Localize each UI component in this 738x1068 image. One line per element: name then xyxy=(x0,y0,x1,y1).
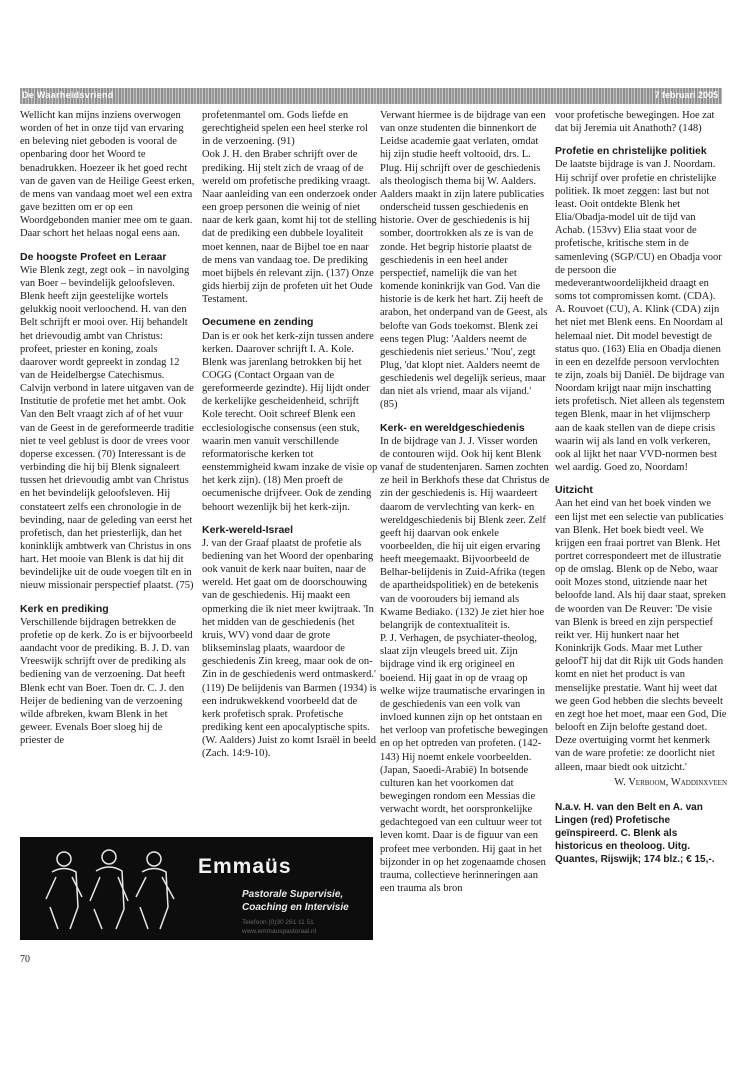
figures-illustration-icon xyxy=(34,847,184,932)
body-paragraph: Wie Blenk zegt, zegt ook – in navolging van Boer – bevindelijk geloofsleven. Blenk heeft zijn geestelijke wortels gelukkig nooit verloochend. H. van den Belt schrijft er mooi over. Hij behandelt het drievoudig ambt van Christus: profeet, priester en koning, zoals daarover wordt gepreekt in zondag 12 van de Heidelbergse Catechismus. Calvijn verbond in latere uitgaven van de Institutie de profetie met het ambt. Ook Van den Belt vraagt zich af of het vuur van de Geest in de gereformeerde traditie niet te veel geblust is door de vrees voor doperse excessen. (70) Interessant is de verbinding die hij bij Blenk signaleert tussen het drievoudig ambt van Christus en het bevindelijk geloofsleven. Hij constateert zelfs een chronologie in de bevinding, naar de geleding van eerst het profetisch, dan het priesterlijk, dan het koninklijk ambtwerk van Christus in ons hart. Het mooie van Blenk is dat hij dit bevindelijke uit de oude voegen tilt en in nieuw missionair perspectief plaatst. (75) xyxy=(20,264,194,592)
section-heading: Kerk-wereld-Israel xyxy=(202,523,294,536)
advert-title: Emmaüs xyxy=(198,855,292,878)
section-heading: Profetie en christelijke politiek xyxy=(555,145,707,158)
section-heading: Kerk en prediking xyxy=(20,602,109,615)
header-banner xyxy=(20,88,722,104)
body-paragraph: Aan het eind van het boek vinden we een lijst met een selectie van publicaties van Blenk. Het boek biedt veel. We krijgen een fraai portret van Blenk. Het portret correspondeert met de illustratie op de omslag. Blenk op de Nebo, waar ooit Mozes stond, uitziende naar het beloofde land. Als hij daar staat, spreken de woorden van De Reuver: 'De visie van Blenk is breed en zijn perspectief reikt ver. Hij hunkert naar het Koninkrijk Gods. Maar met Luther geloofT hij dat dit Rijk uit Gods handen komt en niet het product is van menselijke prestatie. Want hij weet dat we geen God hebben die slechts beveelt en zegt hoe het moet, maar een God, Die belooft en Zijn belofte gestand doet. Deze overtuiging vormt het kenmerk van de ware profetie: ze doorlicht niet alleen, maar biedt ook uitzicht.' xyxy=(555,498,727,773)
body-paragraph: De laatste bijdrage is van J. Noordam. Hij schrijf over profetie en christelijke politiek. Ik moet zeggen: last but not least. Ooit ontdekte Blenk het Elia/Obadja-model uit de tijd van Achab. (153vv) Elia staat voor de profetische, kritische stem in de samenleving (SGP/CU) en Obadja voor de persoon die medeverantwoordelijkheid draagt en soms tot compromissen komt. (CDA). A. Rouvoet (CU), A. Klink (CDA) zijn het niet met Blenk eens. En Noordam al helemaal niet. Dit model bevestigt de status quo. (163) Elia en Obadja dienen in een en dezelfde persoon vervlochten te zijn, zoals bij Daniël. De bijdrage van Noordam krijgt naar mijn inschatting iets profetisch. Niet alleen als tegenstem tegen Blenk, maar in het vlijmscherp aan de kaak stellen van de diepe crisis waarin wij als land en volk verkeren, ook al lijkt het naar VVD-normen best wel aardig. Goed zo, Noordam! xyxy=(555,159,725,474)
body-paragraph: Verschillende bijdragen betrekken de profetie op de kerk. Zo is er bijvoorbeeld aandacht voor de prediking. B. J. D. van Vreeswijk schrijft over de prediking als bediening van de verzoening. Dat heeft Blenk echt van Boer. Toen dr. C. J. den Heijer de bediening van de verzoening wilde afbreken, kwam Blenk in het geweer. Evenals Boer sloeg hij de priester de xyxy=(20,616,193,747)
body-paragraph: P. J. Verhagen, de psychiater-theolog, slaat zijn vleugels breed uit. Zijn bijdrage vind ik erg origineel en boeiend. Hij gaat in op de vraag op welke wijze traumatische ervaringen in de geschiedenis van een volk van invloed kunnen zijn op het ontstaan en het verloop van profetische bewegingen en op het optreden van profeten. (142-143) Hij noemt enkele voorbeelden. (Japan, Saoedi-Arabië) In botsende culturen kan het voorkomen dat bewegingen rondom een Messias die verwacht wordt, het oorspronkelijke gedachtegoed van een cultuur weer tot leven komt. Daar is de figuur van een profeet mee verbonden. Hij gaat in het bijzonder in op het zogenaamde chosen trauma, collectieve herinneringen aan een trauma als bron xyxy=(380,633,548,895)
advert-line-2: Coaching en Intervisie xyxy=(242,902,349,913)
section-heading: Uitzicht xyxy=(555,484,593,497)
body-paragraph: Ook J. H. den Braber schrijft over de prediking. Hij stelt zich de vraag of de wereld om profetische prediking vraagt. Naar aanleiding van een onderzoek onder een groep personen die weinig of niet naar de kerk gaan, komt hij tot de stelling dat de prediking een dubbele loyaliteit moet kennen, naar de Bijbel toe en naar de mens van vandaag toe. De prediking moet bijbels én relevant zijn. (137) Onze gids hierbij zijn de profeten uit het Oude Testament. xyxy=(202,149,377,306)
advert-phone: Telefoon (0)30 261 11 51 xyxy=(242,919,314,926)
column-3 xyxy=(380,109,550,895)
section-heading: Kerk- en wereldgeschiedenis xyxy=(380,421,525,434)
emmaus-advertisement xyxy=(20,837,373,940)
author-signature: W. Verboom, Waddinxveen xyxy=(614,776,727,788)
section-heading: De hoogste Profeet en Leraar xyxy=(20,250,167,263)
body-paragraph: Verwant hiermee is de bijdrage van een van onze studenten die binnenkort de Leidse academie gaat verlaten, omdat hij zijn studie heeft voltooid, drs. L. Plug. Hij schrijft over de geschiedenis als theologisch thema bij W. Aalders. Aalders maakt in zijn latere publicaties onderscheid tussen geschiedenis en historie. Over de geschiedenis is hij somber, doortrokken als ze is van de zonde. Het begrip historie plaatst de geschiedenis in een heel ander perspectief, namelijk die van het komende koninkrijk van God. Van die historie is de kerk het hart. Zij heeft de arabon, het onderpand van de Geest, als belofte van Gods toekomst. Blenk zei eens tegen Plug: 'Aalders neemt de geschiedenis niet serieus.' 'Nou', zegt Plug, 'dat klopt niet. Aalders neemt de geschiedenis wel degelijk serieus, maar dan niet als vriend, maar als vijand.' (85) xyxy=(380,110,548,411)
magazine-title: De Waarheidsvriend xyxy=(22,90,114,100)
column-4 xyxy=(555,109,727,866)
advert-line-1: Pastorale Supervisie, xyxy=(242,889,344,900)
issue-date: 7 februari 2005 xyxy=(654,90,718,100)
column-2 xyxy=(202,109,378,761)
body-paragraph: J. van der Graaf plaatst de profetie als bediening van het Woord der openbaring ook vanuit de kerk naar buiten, naar de wereld. Het gaat om de doorschouwing van de geschiedenis. Hij maakt een opmerking die ik niet meer kwijtraak. 'In het midden van de geschiedenis (het kruis, WV) vond daar de grote blikseminslag plaats, waardoor de geschiedenis Zin kreeg, maar ook de on-Zin in de geschiedenis werd ontmaskerd.' (119) De belijdenis van Barmen (1934) is een indrukwekkend voorbeeld dat de kerk profetisch sprak. Profetische prediking kent een apocalyptische spits. (W. Aalders) Juist zo komt Israël in beeld (Zach. 14:9-10). xyxy=(202,537,377,760)
column-1 xyxy=(20,109,195,747)
section-heading: Oecumene en zending xyxy=(202,316,314,329)
page-number: 70 xyxy=(20,954,30,965)
body-paragraph: profetenmantel om. Gods liefde en gerechtigheid spelen een heel sterke rol in de verzoening. (91) xyxy=(202,110,368,148)
body-paragraph: Wellicht kan mijns inziens overwogen worden of het in onze tijd van ervaring en beleving niet geboden is vooral de openbaring door het Woord te benadrukken. Hoezeer ik het goed recht van de gaven van de Heilige Geest erken, de mens van vandaag moet wel een extra gave bezitten om er op een Woordgebonden manier mee om te gaan. Daar schort het helaas nogal eens aan. xyxy=(20,110,195,240)
book-reference: N.a.v. H. van den Belt en A. van Lingen (red) Profetische geïnspireerd. C. Blenk als historicus en theoloog. Uitg. Quantes, Rijswijk; 174 blz.; € 15,-. xyxy=(555,801,715,865)
body-paragraph: voor profetische bewegingen. Hoe zat dat bij Jeremia uit Anathoth? (148) xyxy=(555,110,715,135)
advert-website[interactable]: www.emmauspastoraal.nl xyxy=(242,928,317,935)
body-paragraph: Dan is er ook het kerk-zijn tussen andere kerken. Daarover schrijft I. A. Kole. Blenk was jarenlang betrokken bij het COGG (Contact Orgaan van de gereformeerde gezindte). Hij lijdt onder de kerkelijke gescheidenheid, schrijft Kole terecht. Ooit schreef Blenk een ecclesiologische consensus (een stuk, waarin men vanuit verschillende reformatorische kerken tot eenstemmigheid kwam inzake de visie op het kerk zijn). (18) Men proeft de oecumenische drijfveer. Ook de zending behoort wezenlijk bij het kerk-zijn. xyxy=(202,330,378,513)
body-paragraph: In de bijdrage van J. J. Visser worden de contouren wijd. Ook hij kent Blenk vanaf de studentenjaren. Samen zochten ze heil in Berkhofs these dat Christus de zin der geschiedenis is. Hij waardeert daarom de vervlechting van kerk- en wereldgeschiedenis bij Blenk zeer. Zelf geeft hij daarvan ook enkele voorbeelden, die hij uit eigen ervaring heeft meegemaakt. Bijvoorbeeld de Belhar-belijdenis in Zuid-Afrika (tegen de apartheidspolitiek) en de betekenis van de voorouders bij iemand als Kwame Bediako. (132) Je ziet hier hoe belangrijk de contextualiteit is. xyxy=(380,435,550,631)
